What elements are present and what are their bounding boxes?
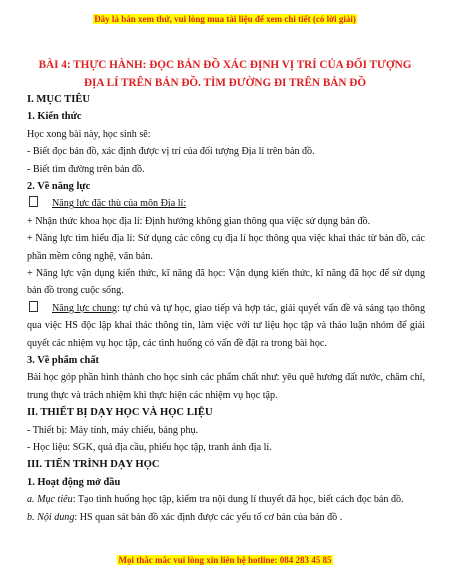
- subheading-opening-activity: 1. Hoạt động mở đầu: [27, 476, 121, 488]
- knowledge-item-2: - Biết tìm đường trên bản đồ.: [27, 163, 145, 175]
- section-heading-equipment: II. THIẾT BỊ DẠY HỌC VÀ HỌC LIỆU: [27, 407, 213, 419]
- subheading-qualities: 3. Về phẩm chất: [27, 354, 99, 366]
- lesson-title-line-1: BÀI 4: THỰC HÀNH: ĐỌC BẢN ĐỒ XÁC ĐỊNH VỊ TRÍ CỦA ĐỐI TƯỢNG: [38, 59, 412, 71]
- lesson-title: [30, 56, 420, 92]
- general-competence-text: : tự chủ và tự học, giao tiếp và hợp tác, giải quyết vấn đề và sáng tạo thông qua việc HS độc lập khai thác thông tin, làm việc với tư liệu học tập và thảo luận nhóm để giải quyết các nhiệm vụ học tập, các tình huống có vấn đề đặt ra trong bài học.: [27, 302, 426, 349]
- content-text: : HS quan sát bản đồ xác định được các yếu tố cơ bản của bản đồ .: [74, 511, 343, 523]
- content-paragraph: [27, 509, 425, 526]
- special-competence-label: Năng lực đặc thù của môn Địa lí:: [52, 198, 187, 210]
- preview-banner: [0, 14, 450, 24]
- bullet-box-icon: [29, 196, 38, 207]
- hotline-banner: [0, 555, 450, 565]
- hotline-banner-text: Mọi thắc mắc vui lòng xin liên hệ hotline: 084 283 45 85: [118, 555, 332, 565]
- section-heading-objectives: I. MỤC TIÊU: [27, 94, 91, 105]
- knowledge-intro: Học xong bài này, học sinh sẽ:: [27, 128, 151, 140]
- objective-label: a. Mục tiêu: [27, 494, 73, 506]
- subheading-competence: 2. Về năng lực: [27, 180, 91, 192]
- bullet-box-icon: [29, 301, 38, 312]
- section-heading-process: III. TIẾN TRÌNH DẠY HỌC: [27, 459, 160, 471]
- general-competence-paragraph: [27, 300, 425, 352]
- lesson-title-line-2: ĐỊA LÍ TRÊN BẢN ĐỒ. TÌM ĐƯỜNG ĐI TRÊN BẢN ĐỒ: [83, 77, 367, 89]
- equipment-item: - Thiết bị: Máy tính, máy chiếu, bảng phụ.: [27, 424, 199, 436]
- general-competence-label: Năng lực chung: [52, 302, 117, 314]
- qualities-paragraph: Bài học góp phần hình thành cho học sinh các phẩm chất như: yêu quê hương đất nước, chăm chỉ, trung thực và trách nhiệm khi thực hiện các nhiệm vụ học tập.: [27, 372, 425, 401]
- competence-point-2: + Năng lực tìm hiểu địa lí: Sử dụng các công cụ địa lí học thông qua việc khai thác từ bản đồ, các phần mềm công nghệ, văn bản.: [27, 233, 425, 262]
- objective-paragraph: [27, 491, 425, 508]
- competence-point-3: + Năng lực vận dụng kiến thức, kĩ năng đã học: Vận dụng kiến thức, kĩ năng đã học để sử dụng bản đồ trong cuộc sống.: [27, 267, 425, 297]
- objective-text: : Tạo tình huống học tập, kiểm tra nội dung lí thuyết đã học, biết cách đọc bản đồ.: [72, 494, 404, 506]
- document-body: [27, 91, 425, 526]
- knowledge-item-1: - Biết đọc bản đồ, xác định được vị trí của đối tượng Địa lí trên bản đồ.: [27, 146, 315, 158]
- special-competence-line: [27, 195, 425, 212]
- content-label: b. Nội dung: [27, 511, 75, 523]
- competence-point-1: + Nhận thức khoa học địa lí: Định hướng không gian thông qua việc sử dụng bản đồ.: [27, 215, 371, 227]
- materials-item: - Học liệu: SGK, quả địa cầu, phiếu học tập, tranh ảnh địa lí.: [27, 441, 272, 453]
- subheading-knowledge: 1. Kiến thức: [27, 111, 82, 123]
- preview-banner-text: Đây là bản xem thử, vui lòng mua tài liệu để xem chi tiết (có lời giải): [94, 14, 356, 24]
